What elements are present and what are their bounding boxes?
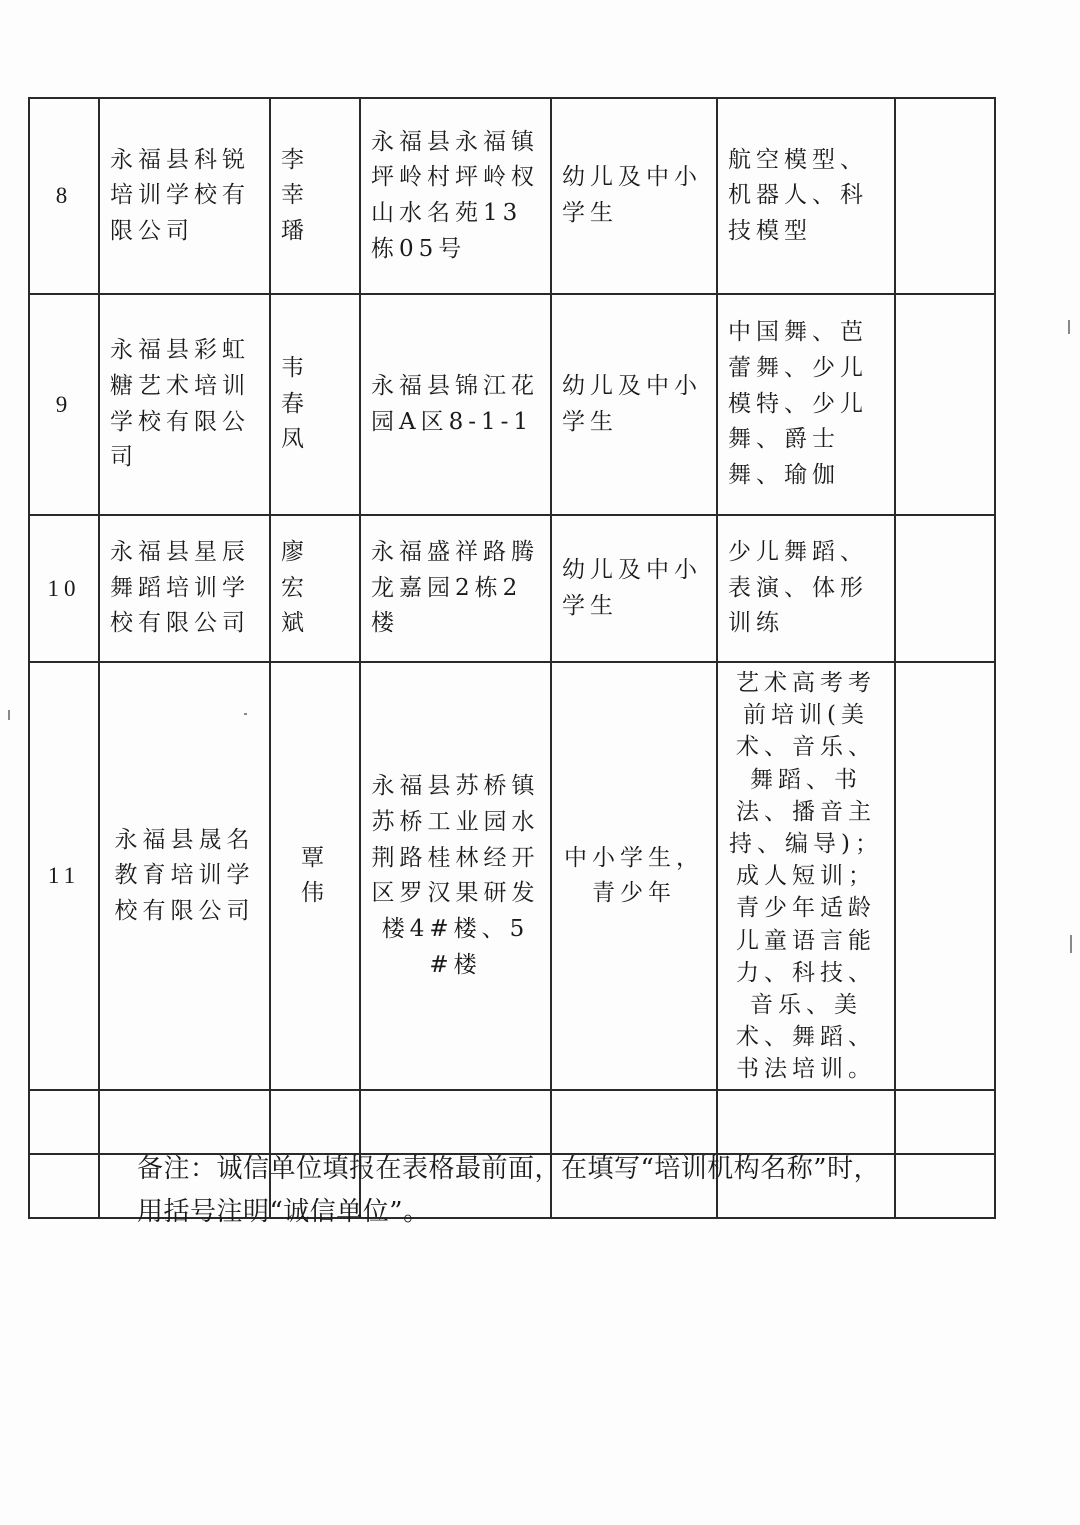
table-row <box>29 294 995 515</box>
empty-cell <box>99 1090 270 1154</box>
scan-speck <box>1070 935 1072 953</box>
empty-cell <box>29 1090 99 1154</box>
legal-person: 李 幸 璠 <box>270 98 360 294</box>
training-content: 中国舞、芭蕾舞、少儿模特、少儿舞、爵士舞、瑜伽 <box>717 294 895 515</box>
table-row <box>29 98 995 294</box>
target-students: 中小学生，青少年 <box>551 662 717 1090</box>
institution-name: 永福县彩虹糖艺术培训学校有限公司 <box>99 294 270 515</box>
address: 永福县苏桥镇苏桥工业园水荆路桂林经开区罗汉果研发楼4#楼、5#楼 <box>360 662 551 1090</box>
address: 永福盛祥路腾龙嘉园2栋2楼 <box>360 515 551 662</box>
remark <box>895 294 995 515</box>
row-number: 8 <box>29 98 99 294</box>
row-number: 9 <box>29 294 99 515</box>
legal-person: 覃 伟 <box>270 662 360 1090</box>
target-students: 幼儿及中小学生 <box>551 98 717 294</box>
table-row <box>29 515 995 662</box>
empty-cell <box>551 1090 717 1154</box>
training-institutions-table <box>28 97 996 1219</box>
empty-row <box>29 1090 995 1154</box>
scan-speck <box>244 713 247 715</box>
row-number: 11 <box>29 662 99 1090</box>
training-content: 艺术高考考前培训(美术、音乐、舞蹈、书法、播音主持、编导)；成人短训；青少年适龄儿童语言能力、科技、音乐、美术、舞蹈、书法培训。 <box>717 662 895 1090</box>
training-content: 航空模型、机器人、科技模型 <box>717 98 895 294</box>
target-students: 幼儿及中小学生 <box>551 515 717 662</box>
footnote-line-1: 备注：诚信单位填报在表格最前面，在填写“培训机构名称”时， <box>137 1154 881 1184</box>
legal-person: 韦 春 凤 <box>270 294 360 515</box>
empty-cell <box>270 1090 360 1154</box>
legal-person: 廖 宏 斌 <box>270 515 360 662</box>
footnote-line-2: 用括号注明“诚信单位”。 <box>137 1196 430 1227</box>
institution-name: 永福县晟名教育培训学校有限公司 <box>99 662 270 1090</box>
row-number: 10 <box>29 515 99 662</box>
target-students: 幼儿及中小学生 <box>551 294 717 515</box>
empty-cell <box>717 1090 895 1154</box>
remark <box>895 662 995 1090</box>
training-content: 少儿舞蹈、表演、体形训练 <box>717 515 895 662</box>
footnote <box>137 1148 957 1234</box>
address: 永福县永福镇坪岭村坪岭杈山水名苑13栋05号 <box>360 98 551 294</box>
address: 永福县锦江花园A区8-1-1 <box>360 294 551 515</box>
table-row <box>29 662 995 1090</box>
empty-cell <box>895 1090 995 1154</box>
institution-name: 永福县科锐培训学校有限公司 <box>99 98 270 294</box>
institution-name: 永福县星辰舞蹈培训学校有限公司 <box>99 515 270 662</box>
scan-speck <box>8 710 10 720</box>
empty-cell <box>29 1154 99 1218</box>
remark <box>895 98 995 294</box>
remark <box>895 515 995 662</box>
scan-speck <box>1068 320 1070 334</box>
empty-cell <box>360 1090 551 1154</box>
